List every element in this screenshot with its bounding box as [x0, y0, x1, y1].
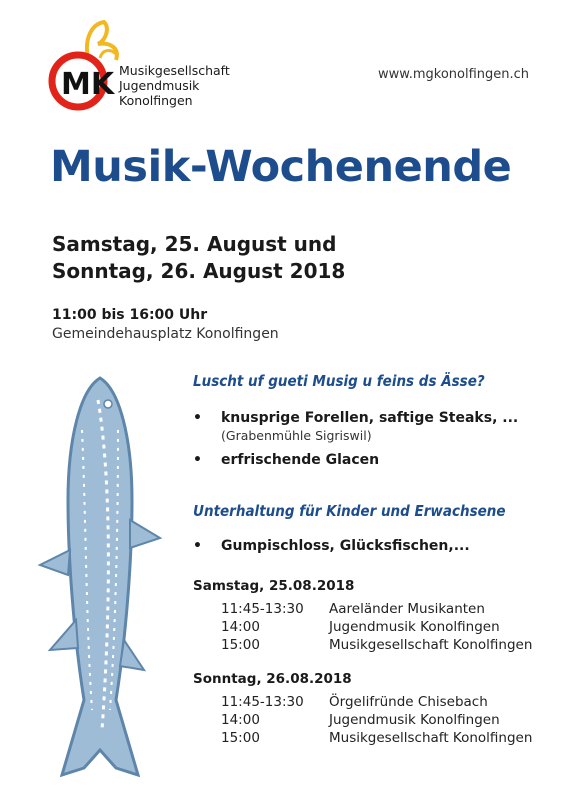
- bullet-icon: •: [193, 452, 202, 468]
- food-item-2: • erfrischende Glacen: [193, 452, 380, 468]
- bullet-icon: •: [193, 538, 202, 554]
- page-title: Musik-Wochenende: [50, 142, 512, 192]
- schedule-row: 11:45-13:30 Örgelifründe Chisebach: [221, 694, 488, 710]
- date-line-2: Sonntag, 26. August 2018: [52, 259, 346, 283]
- date-line-1: Samstag, 25. August und: [52, 232, 337, 256]
- schedule-row: 15:00 Musikgesellschaft Konolfingen: [221, 730, 533, 746]
- event-time: 11:00 bis 16:00 Uhr: [52, 307, 208, 323]
- schedule-row: 15:00 Musikgesellschaft Konolfingen: [221, 637, 533, 653]
- svg-text:MK: MK: [61, 67, 115, 102]
- trout-illustration: [20, 370, 180, 790]
- fun-heading: Unterhaltung für Kinder und Erwachsene: [193, 502, 506, 520]
- food-item-1: • knusprige Forellen, saftige Steaks, ...: [193, 410, 519, 426]
- schedule-row: 14:00 Jugendmusik Konolfingen: [221, 619, 500, 635]
- bullet-icon: •: [193, 410, 202, 426]
- food-heading: Luscht uf gueti Musig u feins ds Ässe?: [193, 372, 485, 390]
- schedule-row: 14:00 Jugendmusik Konolfingen: [221, 712, 500, 728]
- website-link[interactable]: www.mgkonolfingen.ch: [378, 67, 530, 82]
- schedule-row: 11:45-13:30 Aareländer Musikanten: [221, 601, 485, 617]
- org-line-2: Jugendmusik: [119, 78, 200, 93]
- org-line-1: Musikgesellschaft: [119, 63, 230, 78]
- event-place: Gemeindehausplatz Konolfingen: [52, 326, 279, 342]
- mk-logo: [44, 18, 124, 113]
- org-line-3: Konolfingen: [119, 93, 193, 108]
- schedule-day-saturday: Samstag, 25.08.2018: [193, 578, 355, 594]
- schedule-day-sunday: Sonntag, 26.08.2018: [193, 671, 352, 687]
- fun-item-1: • Gumpischloss, Glücksfischen,...: [193, 538, 470, 554]
- food-item-1-note: (Grabenmühle Sigriswil): [221, 428, 372, 443]
